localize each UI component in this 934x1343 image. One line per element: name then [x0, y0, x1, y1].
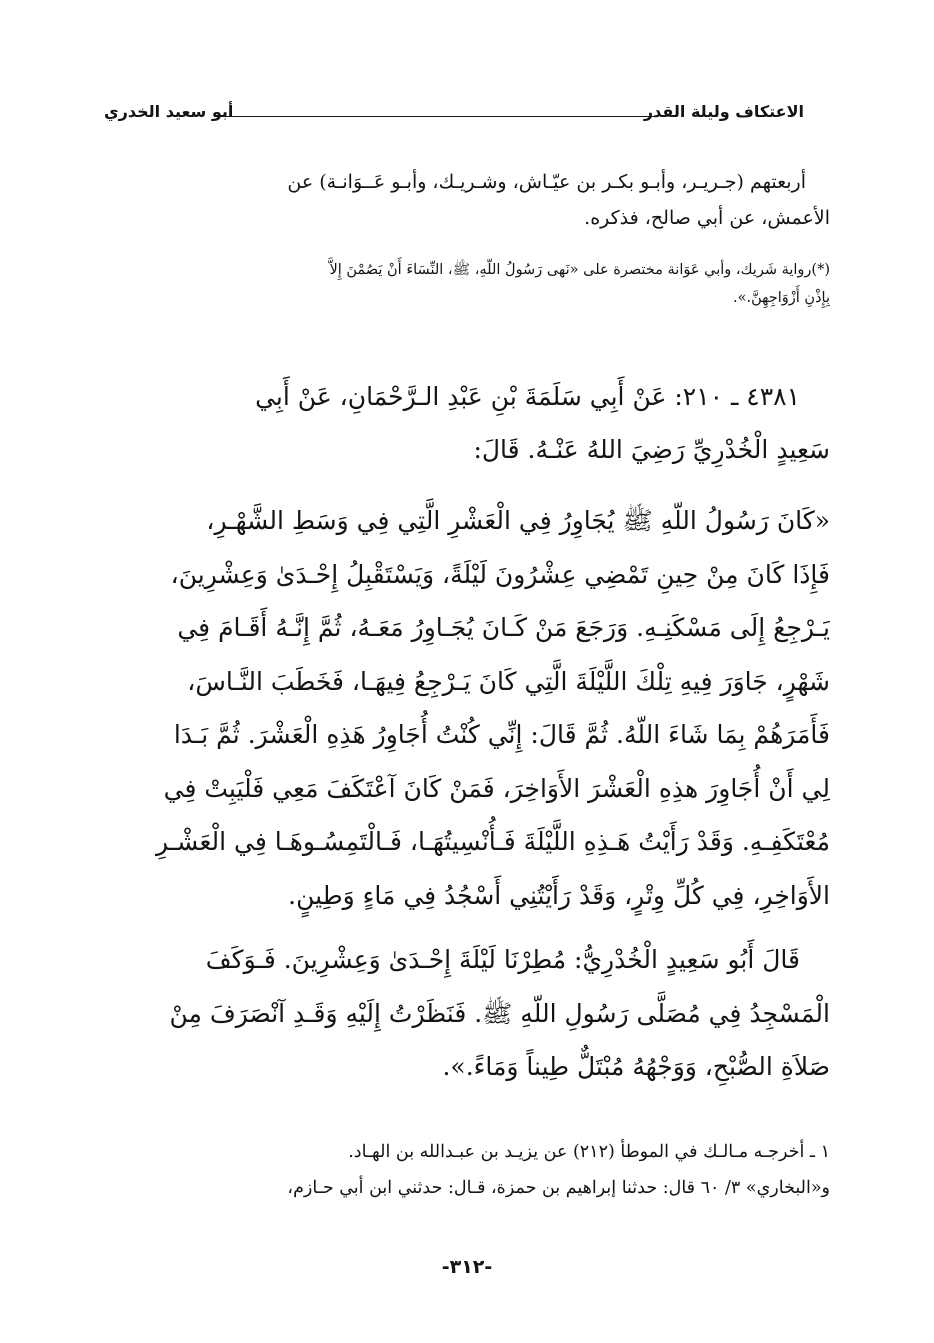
- intro-line: أربعتهم (جـريـر، وأبـو بكـر بن عيّـاش، وشـريـك، وأبـو عَــوَانـة) عن: [287, 171, 806, 193]
- hadith-heading: [130, 370, 830, 476]
- hadith-line: مُعْتَكَفِـهِ. وَقَدْ رَأَيْتُ هَـذِهِ اللَّيْلَةَ فَـأُنْسِيتُهَـا، فَـالْتَمِسُـوهَـا فِي الْعَشْـرِ: [156, 827, 830, 856]
- hadith-line: فَأَمَرَهُمْ بِمَا شَاءَ اللّهُ. ثُمَّ قَالَ: إِنِّي كُنْتُ أُجَاوِرُ هَذِهِ الْعَشْرَ. ثُمَّ بَـدَا: [173, 720, 830, 749]
- intro-line: الأعمش، عن أبي صالح، فذكره.: [584, 207, 830, 229]
- hadith-line: الْمَسْجِدُ فِي مُصَلَّى رَسُولِ اللّهِ ﷺ. فَنَظَرْتُ إِلَيْهِ وَقَـدِ آنْصَرَفَ مِنْ: [169, 998, 830, 1028]
- hadith-heading-line: ٤٣٨١ ـ ٢١٠: عَنْ أَبِي سَلَمَةَ بْنِ عَبْدِ الـرَّحْمَانِ، عَنْ أَبِي: [255, 382, 800, 411]
- section-title: أبو سعيد الخدري: [104, 102, 234, 121]
- variant-note: [130, 256, 830, 312]
- hadith-line: يَـرْجِعُ إِلَى مَسْكَنِـهِ. وَرَجَعَ مَنْ كَـانَ يُجَـاوِرُ مَعَـهُ، ثُمَّ إِنَّـهُ أَقَـامَ فِي: [177, 613, 830, 642]
- chapter-title: الاعتكاف وليلة القدر: [643, 102, 804, 121]
- footnote: [130, 1134, 830, 1206]
- header-rule: [214, 116, 656, 117]
- page-number: -٣١٢-: [441, 1256, 493, 1278]
- hadith-line: قَالَ أَبُو سَعِيدٍ الْخُدْرِيُّ: مُطِرْنَا لَيْلَةَ إِحْـدَىٰ وَعِشْرِينَ. فَـوَكَفَ: [205, 945, 800, 974]
- footnote-line: ١ ـ أخرجـه مـالـك في الموطأ (٢١٢) عن يزيـد بن عبـدالله بن الهـاد.: [348, 1142, 830, 1162]
- hadith-line: «كَانَ رَسُولُ اللّهِ ﷺ يُجَاوِرُ فِي الْعَشْرِ الَّتِي فِي وَسَطِ الشَّهْـرِ،: [206, 506, 830, 535]
- hadith-line: لِي أَنْ أُجَاوِرَ هذِهِ الْعَشْرَ الأَوَاخِرَ، فَمَنْ كَانَ آعْتَكَفَ مَعِي فَلْيَبِتْ فِي: [163, 773, 830, 803]
- hadith-line: الأَوَاخِرِ، فِي كُلِّ وِتْرٍ، وَقَدْ رَأَيْتُنِي أَسْجُدُ فِي مَاءٍ وَطِينٍ.: [288, 880, 830, 910]
- hadith-line: شَهْرٍ، جَاوَرَ فِيهِ تِلْكَ اللَّيْلَةَ الَّتِي كَانَ يَـرْجِعُ فِيهَـا، فَخَطَبَ النَّـاسَ،: [187, 666, 830, 696]
- hadith-line: صَلاَةِ الصُّبْحِ، وَوَجْهُهُ مُبْتَلٌّ طِيناً وَمَاءً.».: [442, 1052, 830, 1081]
- hadith-text: [130, 494, 830, 922]
- hadith-heading-line: سَعِيدٍ الْخُدْرِيِّ رَضِيَ اللهُ عَنْـهُ. قَالَ:: [473, 435, 830, 464]
- footnote-line: و«البخاري» ٣/ ٦٠ قال: حدثنا إبراهيم بن حمزة، قـال: حدثني ابن أبي حـازم،: [287, 1178, 830, 1198]
- hadith-line: فَإِذَا كَانَ مِنْ حِينِ تَمْضِي عِشْرُونَ لَيْلَةً، وَيَسْتَقْبِلُ إِحْـدَىٰ وَعِشْرِينَ،: [170, 559, 830, 589]
- running-header: [104, 100, 804, 128]
- hadith-continuation: [130, 933, 830, 1094]
- note-line: بِإِذْنِ أَزْوَاجِهِنَّ.».: [732, 290, 830, 306]
- note-line: (*)رواية شَريك، وأبي عَوَانة مختصرة على «نَهى رَسُولُ اللّهِ، ﷺ، النِّسَاءَ أَنْ يَصُمْنَ إِلاَّ: [329, 262, 830, 278]
- intro-paragraph: [130, 164, 830, 236]
